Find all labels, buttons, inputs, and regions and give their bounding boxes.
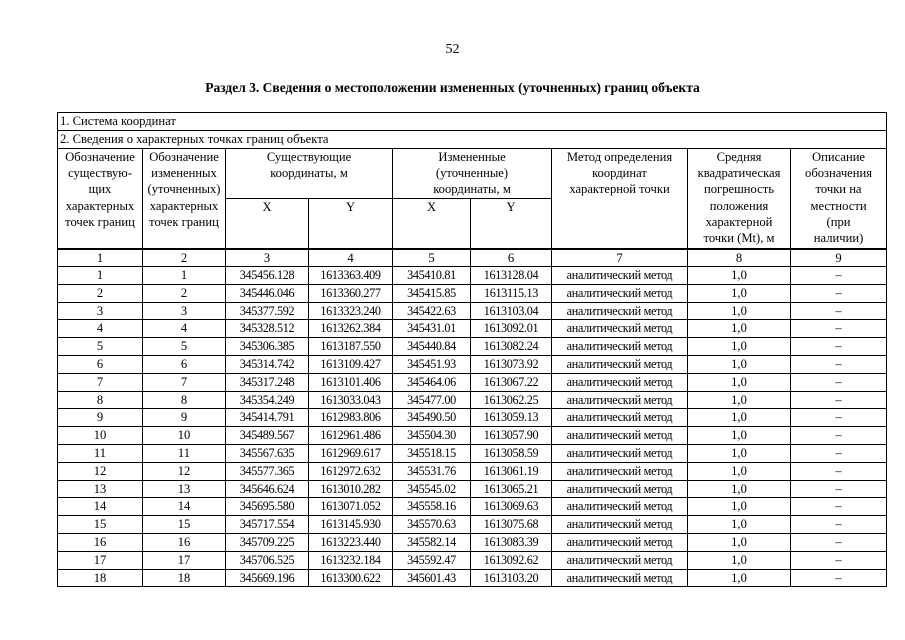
changed-x-value: 345464.06 [393,373,471,391]
point-existing-number: 5 [58,338,143,356]
method-value: аналитический метод [552,462,688,480]
changed-x-value: 345415.85 [393,284,471,302]
mean-error-value: 1,0 [688,444,791,462]
existing-x-value: 345709.225 [226,533,309,551]
existing-x-value: 345414.791 [226,409,309,427]
method-value: аналитический метод [552,551,688,569]
existing-y-value: 1613262.384 [309,320,393,338]
point-existing-number: 4 [58,320,143,338]
existing-y-value: 1613223.440 [309,533,393,551]
column-number: 3 [226,249,309,267]
existing-y-value: 1612969.617 [309,444,393,462]
changed-x-value: 345601.43 [393,569,471,587]
point-existing-number: 12 [58,462,143,480]
header-existing-points: Обозначение существую- щих характерных точек границ [58,149,143,250]
point-existing-number: 8 [58,391,143,409]
method-value: аналитический метод [552,498,688,516]
existing-y-value: 1612983.806 [309,409,393,427]
method-value: аналитический метод [552,373,688,391]
mean-error-value: 1,0 [688,516,791,534]
changed-y-value: 1613103.20 [471,569,552,587]
existing-x-value: 345695.580 [226,498,309,516]
changed-y-value: 1613092.62 [471,551,552,569]
point-existing-number: 17 [58,551,143,569]
header-existing-y: Y [309,199,393,250]
point-changed-number: 16 [143,533,226,551]
existing-y-value: 1612961.486 [309,427,393,445]
table-row [58,267,887,285]
changed-x-value: 345490.50 [393,409,471,427]
mean-error-value: 1,0 [688,498,791,516]
changed-y-value: 1613058.59 [471,444,552,462]
changed-y-value: 1613061.19 [471,462,552,480]
point-changed-number: 6 [143,355,226,373]
table-row [58,355,887,373]
point-existing-number: 1 [58,267,143,285]
point-existing-number: 6 [58,355,143,373]
method-value: аналитический метод [552,355,688,373]
description-value: – [791,302,887,320]
changed-x-value: 345545.02 [393,480,471,498]
column-number: 2 [143,249,226,267]
point-existing-number: 2 [58,284,143,302]
changed-y-value: 1613059.13 [471,409,552,427]
header-mean-error: Средняя квадратическая погрешность положения характерной точки (Mt), м [688,149,791,250]
point-changed-number: 5 [143,338,226,356]
header-changed-y: Y [471,199,552,250]
existing-y-value: 1613101.406 [309,373,393,391]
changed-x-value: 345431.01 [393,320,471,338]
point-changed-number: 12 [143,462,226,480]
existing-y-value: 1613187.550 [309,338,393,356]
column-number: 9 [791,249,887,267]
method-value: аналитический метод [552,409,688,427]
existing-y-value: 1613363.409 [309,267,393,285]
existing-x-value: 345446.046 [226,284,309,302]
description-value: – [791,320,887,338]
column-number: 4 [309,249,393,267]
point-existing-number: 13 [58,480,143,498]
existing-y-value: 1613071.052 [309,498,393,516]
mean-error-value: 1,0 [688,427,791,445]
mean-error-value: 1,0 [688,373,791,391]
mean-error-value: 1,0 [688,320,791,338]
mean-error-value: 1,0 [688,409,791,427]
table-row [58,302,887,320]
description-value: – [791,569,887,587]
existing-y-value: 1613010.282 [309,480,393,498]
method-value: аналитический метод [552,338,688,356]
description-value: – [791,427,887,445]
point-existing-number: 11 [58,444,143,462]
page-number: 52 [445,42,460,57]
existing-x-value: 345377.592 [226,302,309,320]
header-changed-points: Обозначение измененных (уточненных) характерных точек границ [143,149,226,250]
changed-x-value: 345477.00 [393,391,471,409]
description-value: – [791,338,887,356]
existing-x-value: 345577.365 [226,462,309,480]
existing-x-value: 345669.196 [226,569,309,587]
changed-y-value: 1613065.21 [471,480,552,498]
changed-x-value: 345570.63 [393,516,471,534]
coordinate-system-row: 1. Система координат [58,113,887,131]
existing-x-value: 345717.554 [226,516,309,534]
existing-y-value: 1612972.632 [309,462,393,480]
method-value: аналитический метод [552,516,688,534]
existing-y-value: 1613300.622 [309,569,393,587]
changed-y-value: 1613128.04 [471,267,552,285]
changed-x-value: 345531.76 [393,462,471,480]
existing-x-value: 345706.525 [226,551,309,569]
section-title: Раздел 3. Сведения о местоположении измененных (уточненных) границ объекта [205,80,700,95]
mean-error-value: 1,0 [688,267,791,285]
existing-x-value: 345646.624 [226,480,309,498]
method-value: аналитический метод [552,444,688,462]
existing-x-value: 345317.248 [226,373,309,391]
existing-y-value: 1613360.277 [309,284,393,302]
point-existing-number: 18 [58,569,143,587]
changed-y-value: 1613062.25 [471,391,552,409]
point-existing-number: 15 [58,516,143,534]
changed-y-value: 1613115.13 [471,284,552,302]
table-row [58,498,887,516]
existing-y-value: 1613323.240 [309,302,393,320]
description-value: – [791,498,887,516]
method-value: аналитический метод [552,533,688,551]
column-number: 1 [58,249,143,267]
description-value: – [791,516,887,534]
mean-error-value: 1,0 [688,569,791,587]
header-existing-x: X [226,199,309,250]
description-value: – [791,355,887,373]
point-changed-number: 2 [143,284,226,302]
point-changed-number: 13 [143,480,226,498]
table-row [58,320,887,338]
table-row [58,480,887,498]
existing-y-value: 1613232.184 [309,551,393,569]
points-info-row: 2. Сведения о характерных точках границ объекта [58,131,887,149]
changed-y-value: 1613103.04 [471,302,552,320]
point-changed-number: 10 [143,427,226,445]
point-changed-number: 9 [143,409,226,427]
table-row [58,409,887,427]
table-row [58,569,887,587]
column-number: 8 [688,249,791,267]
mean-error-value: 1,0 [688,462,791,480]
existing-y-value: 1613033.043 [309,391,393,409]
description-value: – [791,409,887,427]
header-changed-coords: Измененные (уточненные) координаты, м [393,149,552,199]
description-value: – [791,462,887,480]
boundary-points-table [57,112,887,587]
changed-x-value: 345582.14 [393,533,471,551]
point-changed-number: 18 [143,569,226,587]
changed-x-value: 345440.84 [393,338,471,356]
column-number: 6 [471,249,552,267]
point-changed-number: 15 [143,516,226,534]
existing-x-value: 345567.635 [226,444,309,462]
mean-error-value: 1,0 [688,551,791,569]
existing-x-value: 345328.512 [226,320,309,338]
changed-x-value: 345592.47 [393,551,471,569]
point-existing-number: 16 [58,533,143,551]
table-row [58,338,887,356]
table-row [58,462,887,480]
existing-y-value: 1613145.930 [309,516,393,534]
existing-x-value: 345456.128 [226,267,309,285]
existing-x-value: 345354.249 [226,391,309,409]
description-value: – [791,444,887,462]
method-value: аналитический метод [552,391,688,409]
existing-x-value: 345306.385 [226,338,309,356]
changed-x-value: 345558.16 [393,498,471,516]
header-changed-x: X [393,199,471,250]
changed-y-value: 1613073.92 [471,355,552,373]
description-value: – [791,551,887,569]
description-value: – [791,267,887,285]
method-value: аналитический метод [552,320,688,338]
method-value: аналитический метод [552,302,688,320]
method-value: аналитический метод [552,284,688,302]
table-row [58,444,887,462]
table-row [58,427,887,445]
point-existing-number: 14 [58,498,143,516]
mean-error-value: 1,0 [688,391,791,409]
changed-x-value: 345451.93 [393,355,471,373]
point-changed-number: 3 [143,302,226,320]
changed-y-value: 1613067.22 [471,373,552,391]
mean-error-value: 1,0 [688,355,791,373]
header-description: Описание обозначения точки на местности (при наличии) [791,149,887,250]
header-method: Метод определения координат характерной точки [552,149,688,250]
changed-y-value: 1613082.24 [471,338,552,356]
point-changed-number: 8 [143,391,226,409]
changed-y-value: 1613092.01 [471,320,552,338]
point-changed-number: 4 [143,320,226,338]
method-value: аналитический метод [552,569,688,587]
method-value: аналитический метод [552,427,688,445]
point-existing-number: 10 [58,427,143,445]
header-existing-coords: Существующие координаты, м [226,149,393,199]
changed-y-value: 1613057.90 [471,427,552,445]
method-value: аналитический метод [552,480,688,498]
existing-x-value: 345314.742 [226,355,309,373]
point-existing-number: 9 [58,409,143,427]
description-value: – [791,391,887,409]
table-row [58,533,887,551]
changed-y-value: 1613075.68 [471,516,552,534]
mean-error-value: 1,0 [688,533,791,551]
existing-x-value: 345489.567 [226,427,309,445]
point-changed-number: 14 [143,498,226,516]
method-value: аналитический метод [552,267,688,285]
column-numbers-row [58,249,887,267]
description-value: – [791,533,887,551]
description-value: – [791,480,887,498]
existing-y-value: 1613109.427 [309,355,393,373]
changed-y-value: 1613069.63 [471,498,552,516]
changed-y-value: 1613083.39 [471,533,552,551]
point-existing-number: 7 [58,373,143,391]
table-row [58,373,887,391]
description-value: – [791,284,887,302]
mean-error-value: 1,0 [688,480,791,498]
mean-error-value: 1,0 [688,338,791,356]
point-changed-number: 7 [143,373,226,391]
table-row [58,284,887,302]
changed-x-value: 345410.81 [393,267,471,285]
changed-x-value: 345422.63 [393,302,471,320]
point-changed-number: 17 [143,551,226,569]
table-row [58,551,887,569]
table-row [58,391,887,409]
changed-x-value: 345504.30 [393,427,471,445]
description-value: – [791,373,887,391]
table-row [58,516,887,534]
point-changed-number: 11 [143,444,226,462]
mean-error-value: 1,0 [688,302,791,320]
mean-error-value: 1,0 [688,284,791,302]
point-changed-number: 1 [143,267,226,285]
point-existing-number: 3 [58,302,143,320]
column-number: 7 [552,249,688,267]
column-number: 5 [393,249,471,267]
changed-x-value: 345518.15 [393,444,471,462]
